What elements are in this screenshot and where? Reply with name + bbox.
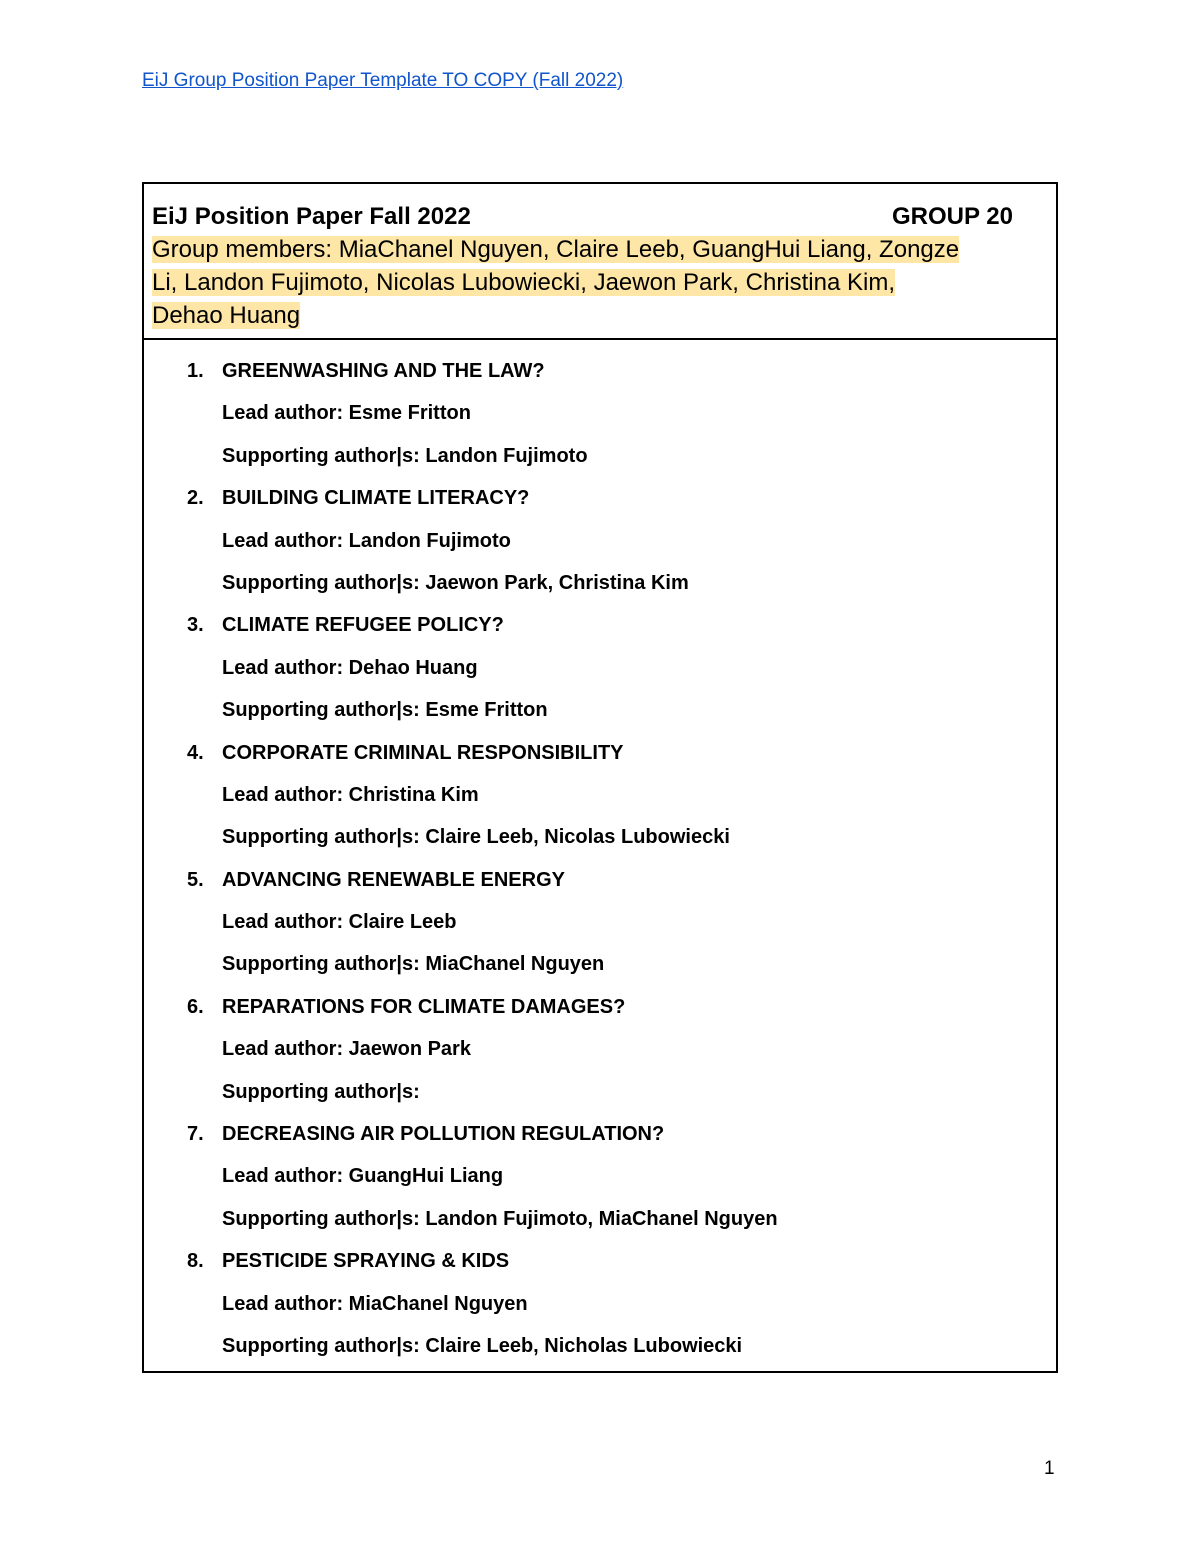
topic-line: [144, 986, 1056, 1028]
topic-line: [144, 1240, 1056, 1282]
lead-author: Lead author: Landon Fujimoto: [222, 529, 511, 552]
item-number: 1.: [187, 360, 204, 382]
supporting-authors: Supporting author|s: Claire Leeb, Nicholas Lubowiecki: [222, 1334, 743, 1357]
list-item: [144, 859, 1056, 986]
item-number: 6.: [187, 995, 204, 1018]
template-link[interactable]: EiJ Group Position Paper Template TO COPY (Fall 2022): [142, 70, 624, 91]
list-item: [144, 477, 1056, 604]
item-number: 5.: [187, 868, 204, 891]
topic-line: [144, 1113, 1056, 1155]
topic-title: CLIMATE REFUGEE POLICY?: [222, 614, 504, 637]
topic-title: BUILDING CLIMATE LITERACY?: [222, 487, 530, 510]
topic-title: DECREASING AIR POLLUTION REGULATION?: [222, 1123, 665, 1146]
item-number: 4.: [187, 741, 204, 764]
topic-title: GREENWASHING AND THE LAW?: [222, 360, 545, 382]
topic-title: REPARATIONS FOR CLIMATE DAMAGES?: [222, 995, 626, 1018]
members-line-3: Dehao Huang: [152, 302, 301, 329]
position-paper-table: [142, 182, 1058, 1373]
list-item: [144, 350, 1056, 477]
supporting-authors: Supporting author|s: Landon Fujimoto, MiaChanel Nguyen: [222, 1207, 778, 1230]
page-number: 1: [1044, 1458, 1055, 1479]
lead-author: Lead author: Dehao Huang: [222, 656, 478, 679]
topic-title: ADVANCING RENEWABLE ENERGY: [222, 868, 565, 891]
topic-line: [144, 859, 1056, 901]
list-item: [144, 604, 1056, 731]
item-number: 2.: [187, 487, 204, 510]
supporting-authors: Supporting author|s: Esme Fritton: [222, 699, 548, 722]
topic-line: [144, 350, 1056, 392]
topic-title: PESTICIDE SPRAYING & KIDS: [222, 1250, 510, 1273]
list-item: [144, 732, 1056, 859]
list-item: [144, 1240, 1056, 1367]
topic-line: [144, 604, 1056, 646]
header-cell: [144, 184, 1056, 340]
supporting-authors: Supporting author|s: Claire Leeb, Nicolas Lubowiecki: [222, 826, 730, 849]
lead-author: Lead author: Claire Leeb: [222, 911, 457, 934]
supporting-authors: Supporting author|s: Jaewon Park, Christina Kim: [222, 571, 689, 594]
group-members: [152, 233, 1042, 332]
lead-author: Lead author: Jaewon Park: [222, 1038, 471, 1061]
lead-author: Lead author: MiaChanel Nguyen: [222, 1292, 528, 1315]
item-number: 3.: [187, 614, 204, 637]
supporting-authors: Supporting author|s: MiaChanel Nguyen: [222, 953, 605, 976]
list-item: [144, 1113, 1056, 1240]
item-number: 7.: [187, 1123, 204, 1146]
title-row: [152, 200, 1056, 233]
members-line-2: Li, Landon Fujimoto, Nicolas Lubowiecki, Jaewon Park, Christina Kim,: [152, 269, 896, 296]
group-number: GROUP 20: [892, 203, 1013, 230]
supporting-authors: Supporting author|s:: [222, 1080, 420, 1103]
members-line-1: Group members: MiaChanel Nguyen, Claire Leeb, GuangHui Liang, Zongze: [152, 236, 960, 263]
list-item: [144, 986, 1056, 1113]
item-number: 8.: [187, 1250, 204, 1273]
lead-author: Lead author: GuangHui Liang: [222, 1165, 504, 1188]
paper-title: EiJ Position Paper Fall 2022: [152, 203, 471, 230]
topic-title: CORPORATE CRIMINAL RESPONSIBILITY: [222, 741, 624, 764]
lead-author: Lead author: Christina Kim: [222, 783, 479, 806]
topic-line: [144, 732, 1056, 774]
lead-author: Lead author: Esme Fritton: [222, 402, 471, 425]
topic-list: [144, 340, 1056, 1367]
supporting-authors: Supporting author|s: Landon Fujimoto: [222, 444, 588, 467]
topic-line: [144, 477, 1056, 519]
